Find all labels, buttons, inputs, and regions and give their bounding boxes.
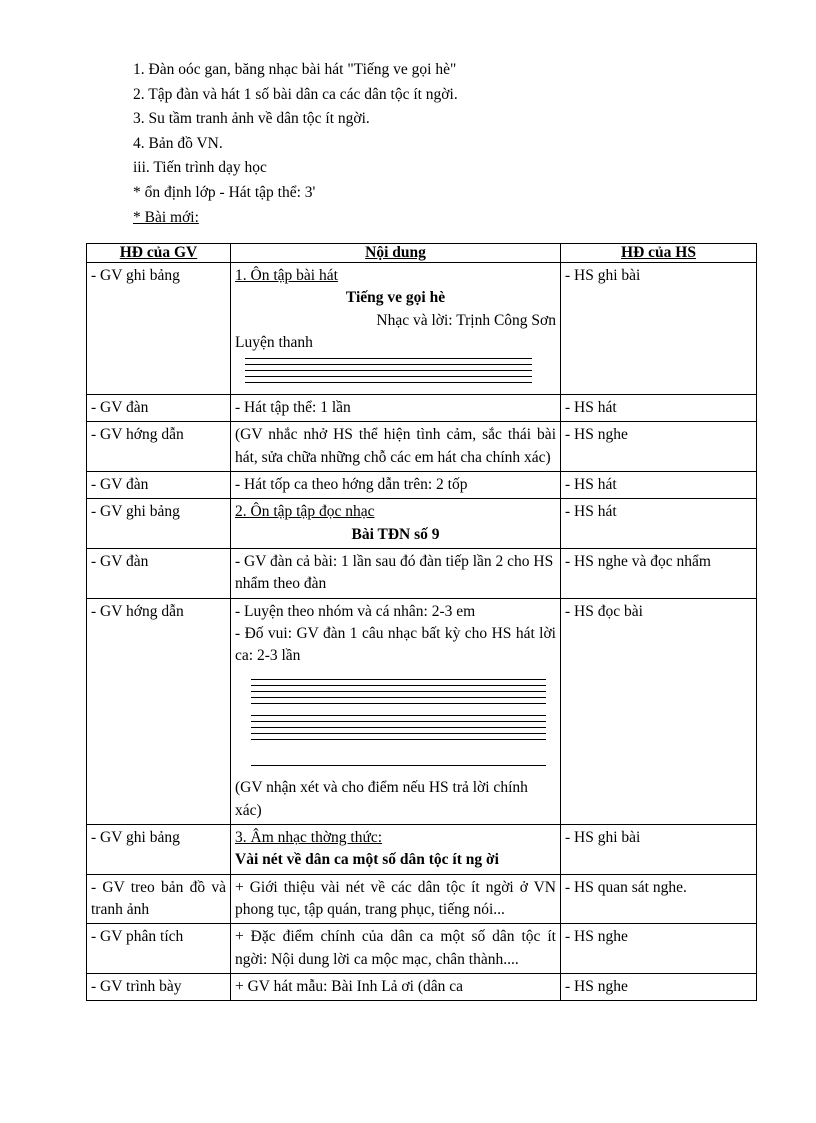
intro-line-1: 1. Đàn oóc gan, băng nhạc bài hát "Tiếng ve gọi hè" (133, 61, 457, 78)
table-row (87, 472, 757, 499)
table-row (87, 548, 757, 598)
comment-line: (GV nhận xét và cho điểm nếu HS trả lời chính xác) (235, 779, 528, 819)
cell-gv: - GV đàn (87, 395, 231, 422)
table-row (87, 598, 757, 824)
table-row (87, 263, 757, 395)
cell-content (231, 825, 561, 875)
cell-content: (GV nhắc nhở HS thể hiện tình cảm, sắc thái bài hát, sửa chữa những chỗ các em hát cha chính xác) (231, 422, 561, 472)
header-hs: HĐ của HS (561, 244, 757, 263)
intro-line-4: 4. Bản đồ VN. (133, 134, 223, 152)
section-title: 1. Ôn tập bài hát (235, 267, 338, 284)
cell-gv: - GV ghi bảng (87, 825, 231, 875)
table-row (87, 422, 757, 472)
table-row (87, 825, 757, 875)
table-row (87, 395, 757, 422)
cell-hs: - HS đọc bài (561, 598, 757, 824)
table-row (87, 874, 757, 924)
cell-gv: - GV ghi bảng (87, 499, 231, 549)
header-content: Nội dung (231, 244, 561, 263)
music-staff (251, 679, 546, 709)
cell-hs: - HS nghe (561, 924, 757, 974)
cell-hs: - HS nghe (561, 422, 757, 472)
table-row (87, 973, 757, 1000)
cell-gv: - GV trình bày (87, 973, 231, 1000)
cell-content: - GV đàn cả bài: 1 lần sau đó đàn tiếp lần 2 cho HS nhẩm theo đàn (231, 548, 561, 598)
music-staff (251, 765, 546, 771)
cell-hs: - HS hát (561, 499, 757, 549)
cell-gv: - GV hớng dẫn (87, 422, 231, 472)
cell-gv: - GV phân tích (87, 924, 231, 974)
intro-line-7: * Bài mới: (133, 208, 199, 226)
cell-hs: - HS hát (561, 395, 757, 422)
section-title: 3. Âm nhạc thờng thức: (235, 829, 383, 847)
table-row (87, 499, 757, 549)
cell-gv: - GV đàn (87, 548, 231, 598)
intro-line-2: 2. Tập đàn và hát 1 số bài dân ca các dân tộc ít ngời. (133, 85, 458, 103)
cell-content: + Đặc điểm chính của dân ca một số dân tộc ít ngời: Nội dung lời ca mộc mạc, chân thành.... (231, 924, 561, 974)
intro-line-5: iii. Tiến trình dạy học (133, 159, 267, 177)
lesson-table (86, 243, 757, 1001)
quiz-line: - Đố vui: GV đàn 1 câu nhạc bất kỳ cho HS hát lời ca: 2-3 lần (235, 624, 556, 665)
table-row (87, 924, 757, 974)
cell-content: + Giới thiệu vài nét về các dân tộc ít ngời ở VN phong tục, tập quán, trang phục, tiếng nói... (231, 874, 561, 924)
header-gv: HĐ của GV (87, 244, 231, 263)
music-staff (245, 358, 532, 388)
cell-content: - Hát tốp ca theo hớng dẫn trên: 2 tốp (231, 472, 561, 499)
cell-content (231, 499, 561, 549)
song-author: Nhạc và lời: Trịnh Công Sơn (376, 311, 556, 329)
cell-hs: - HS ghi bài (561, 263, 757, 395)
table-header-row (87, 244, 757, 263)
intro-line-3: 3. Su tầm tranh ảnh về dân tộc ít ngời. (133, 110, 370, 128)
intro-list (133, 58, 458, 230)
cell-gv: - GV ghi bảng (87, 263, 231, 395)
cell-gv: - GV treo bản đồ và tranh ảnh (87, 874, 231, 924)
cell-content (231, 263, 561, 395)
cell-hs: - HS nghe (561, 973, 757, 1000)
intro-line-6: * ổn định lớp - Hát tập thể: 3' (133, 183, 316, 201)
cell-gv: - GV đàn (87, 472, 231, 499)
cell-content: + GV hát mẫu: Bài Inh Lả ơi (dân ca (231, 973, 561, 1000)
music-staff (251, 715, 546, 745)
cell-content (231, 598, 561, 824)
lesson-title: Bài TĐN số 9 (351, 525, 440, 543)
practice-line: - Luyện theo nhóm và cá nhân: 2-3 em (235, 602, 476, 620)
cell-content: - Hát tập thể: 1 lần (231, 395, 561, 422)
song-title: Tiếng ve gọi hè (345, 289, 446, 307)
cell-hs: - HS ghi bài (561, 825, 757, 875)
cell-gv: - GV hớng dẫn (87, 598, 231, 824)
topic-title: Vài nét về dân ca một số dân tộc ít ng ời (235, 851, 499, 869)
cell-hs: - HS nghe và đọc nhẩm (561, 548, 757, 598)
warmup-label: Luyện thanh (235, 333, 313, 351)
cell-hs: - HS quan sát nghe. (561, 874, 757, 924)
cell-hs: - HS hát (561, 472, 757, 499)
section-title: 2. Ôn tập tập đọc nhạc (235, 503, 375, 521)
